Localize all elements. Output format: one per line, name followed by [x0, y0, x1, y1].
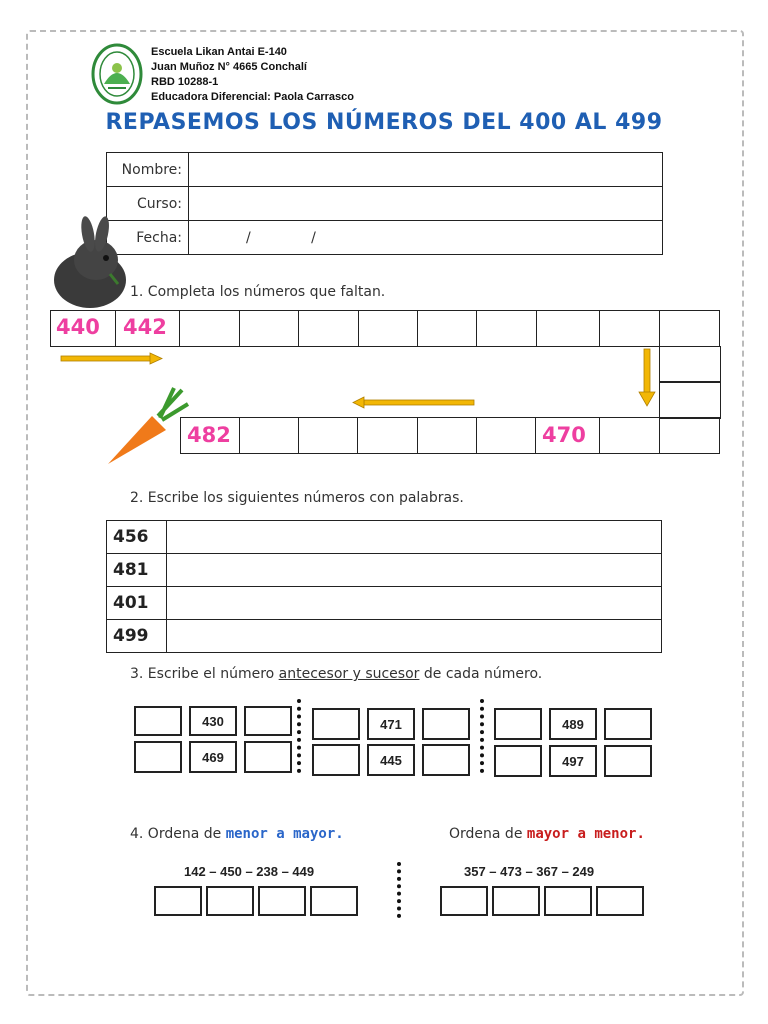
- instruction-text: 4. Ordena de: [130, 826, 226, 842]
- instruction-text: Ordena de: [449, 826, 527, 842]
- number-path-bottom-row: [180, 417, 720, 454]
- predecessor-box[interactable]: [312, 744, 360, 776]
- number-470: 470: [542, 423, 586, 447]
- number-481: 481: [107, 554, 167, 587]
- instruction-text: 3. Escribe el número: [130, 666, 279, 682]
- table-row: [107, 620, 662, 653]
- carrot-image: [104, 386, 190, 468]
- exercise-3-instruction: [130, 666, 542, 682]
- number-401: 401: [107, 587, 167, 620]
- name-label: Nombre:: [107, 153, 189, 187]
- number-469: 469: [189, 741, 237, 773]
- arrow-right-icon: [60, 352, 164, 366]
- predecessor-box[interactable]: [494, 745, 542, 777]
- words-field[interactable]: [167, 554, 662, 587]
- number-499: 499: [107, 620, 167, 653]
- arrow-left-icon: [352, 396, 476, 410]
- order-box[interactable]: [596, 886, 644, 916]
- dotted-divider: [297, 699, 301, 773]
- number-497: 497: [549, 745, 597, 777]
- successor-box[interactable]: [244, 741, 292, 773]
- order-box[interactable]: [154, 886, 202, 916]
- number-cell[interactable]: [659, 346, 721, 383]
- school-address: Juan Muñoz N° 4665 Conchalí: [151, 61, 307, 73]
- date-label: Fecha:: [107, 221, 189, 255]
- number-442: 442: [123, 315, 167, 339]
- rabbit-image: [46, 216, 130, 310]
- school-logo: [90, 42, 144, 106]
- dotted-divider: [480, 699, 484, 773]
- course-label: Curso:: [107, 187, 189, 221]
- exercise-4-instruction-left: [130, 826, 344, 842]
- exercise-1-instruction: 1. Completa los números que faltan.: [130, 284, 386, 300]
- number-445: 445: [367, 744, 415, 776]
- number-words-table: [106, 520, 662, 653]
- order-box[interactable]: [206, 886, 254, 916]
- predecessor-box[interactable]: [312, 708, 360, 740]
- order-box[interactable]: [258, 886, 306, 916]
- successor-box[interactable]: [422, 708, 470, 740]
- instruction-emphasis: mayor a menor: [526, 826, 637, 842]
- order-box[interactable]: [440, 886, 488, 916]
- words-field[interactable]: [167, 587, 662, 620]
- number-path-top-row: [50, 310, 720, 347]
- arrow-down-icon: [638, 348, 656, 408]
- instruction-underlined: antecesor y sucesor: [278, 666, 420, 682]
- successor-box[interactable]: [604, 745, 652, 777]
- table-row: [107, 521, 662, 554]
- school-name: Escuela Likan Antai E-140: [151, 46, 287, 58]
- successor-box[interactable]: [604, 708, 652, 740]
- student-info-table: [106, 152, 663, 255]
- order-box[interactable]: [310, 886, 358, 916]
- number-471: 471: [367, 708, 415, 740]
- name-field[interactable]: [189, 153, 663, 187]
- page-title: REPASEMOS LOS NÚMEROS DEL 400 AL 499: [105, 110, 663, 135]
- exercise-2-instruction: 2. Escribe los siguientes números con palabras.: [130, 490, 464, 506]
- course-field[interactable]: [189, 187, 663, 221]
- successor-box[interactable]: [422, 744, 470, 776]
- predecessor-box[interactable]: [134, 741, 182, 773]
- table-row: [107, 554, 662, 587]
- words-field[interactable]: [167, 521, 662, 554]
- instruction-text: .: [636, 826, 645, 842]
- school-rbd: RBD 10288-1: [151, 76, 219, 88]
- number-456: 456: [107, 521, 167, 554]
- date-field[interactable]: [189, 221, 663, 255]
- teacher-name: Educadora Diferencial: Paola Carrasco: [151, 91, 354, 103]
- instruction-text: de cada número.: [419, 666, 543, 682]
- dotted-divider: [397, 862, 401, 918]
- number-440: 440: [56, 315, 100, 339]
- words-field[interactable]: [167, 620, 662, 653]
- order-box[interactable]: [492, 886, 540, 916]
- instruction-text: .: [335, 826, 344, 842]
- number-482: 482: [187, 423, 231, 447]
- successor-box[interactable]: [244, 706, 292, 736]
- date-separator: /: [246, 229, 251, 246]
- date-separator: /: [311, 229, 316, 246]
- sequence-ascending: 142 – 450 – 238 – 449: [184, 864, 315, 879]
- number-cell[interactable]: [659, 381, 721, 419]
- order-box[interactable]: [544, 886, 592, 916]
- number-430: 430: [189, 706, 237, 736]
- predecessor-box[interactable]: [494, 708, 542, 740]
- predecessor-box[interactable]: [134, 706, 182, 736]
- instruction-emphasis: menor a mayor: [225, 826, 336, 842]
- sequence-descending: 357 – 473 – 367 – 249: [464, 864, 595, 879]
- exercise-4-instruction-right: [449, 826, 645, 842]
- table-row: [107, 587, 662, 620]
- number-489: 489: [549, 708, 597, 740]
